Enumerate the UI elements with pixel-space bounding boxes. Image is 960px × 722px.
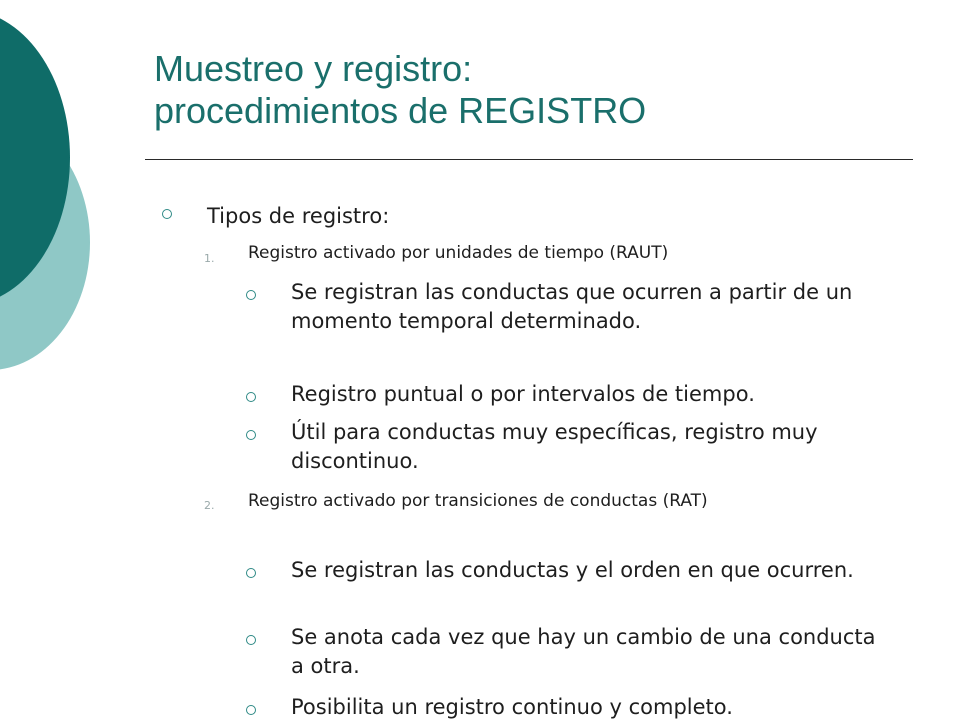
circle-bullet-icon [246, 635, 256, 645]
circle-bullet-icon [162, 209, 172, 219]
slide-title-line-2: procedimientos de REGISTRO [154, 90, 647, 131]
section-title: Registro activado por transiciones de conductas (RAT) [248, 491, 708, 511]
list-item: Registro puntual o por intervalos de tiempo. [291, 382, 755, 406]
circle-bullet-icon [246, 430, 256, 440]
list-item: Posibilita un registro continuo y completo. [291, 695, 733, 719]
list-item: Se registran las conductas y el orden en que ocurren. [291, 558, 854, 582]
list-item: Se anota cada vez que hay un cambio de una conducta a otra. [291, 625, 876, 678]
list-item: Se registran las conductas que ocurren a partir de un momento temporal determinado. [291, 280, 853, 333]
circle-bullet-icon [246, 392, 256, 402]
list-item: Útil para conductas muy específicas, registro muy discontinuo. [291, 420, 818, 473]
circle-bullet-icon [246, 568, 256, 578]
circle-bullet-icon [246, 290, 256, 300]
circle-bullet-icon [246, 705, 256, 715]
section-number: 2. [204, 499, 215, 512]
slide-title-line-1: Muestreo y registro: [154, 48, 473, 89]
bullet-heading: Tipos de registro: [207, 204, 390, 228]
section-title: Registro activado por unidades de tiempo (RAUT) [248, 243, 669, 263]
section-number: 1. [204, 252, 215, 265]
